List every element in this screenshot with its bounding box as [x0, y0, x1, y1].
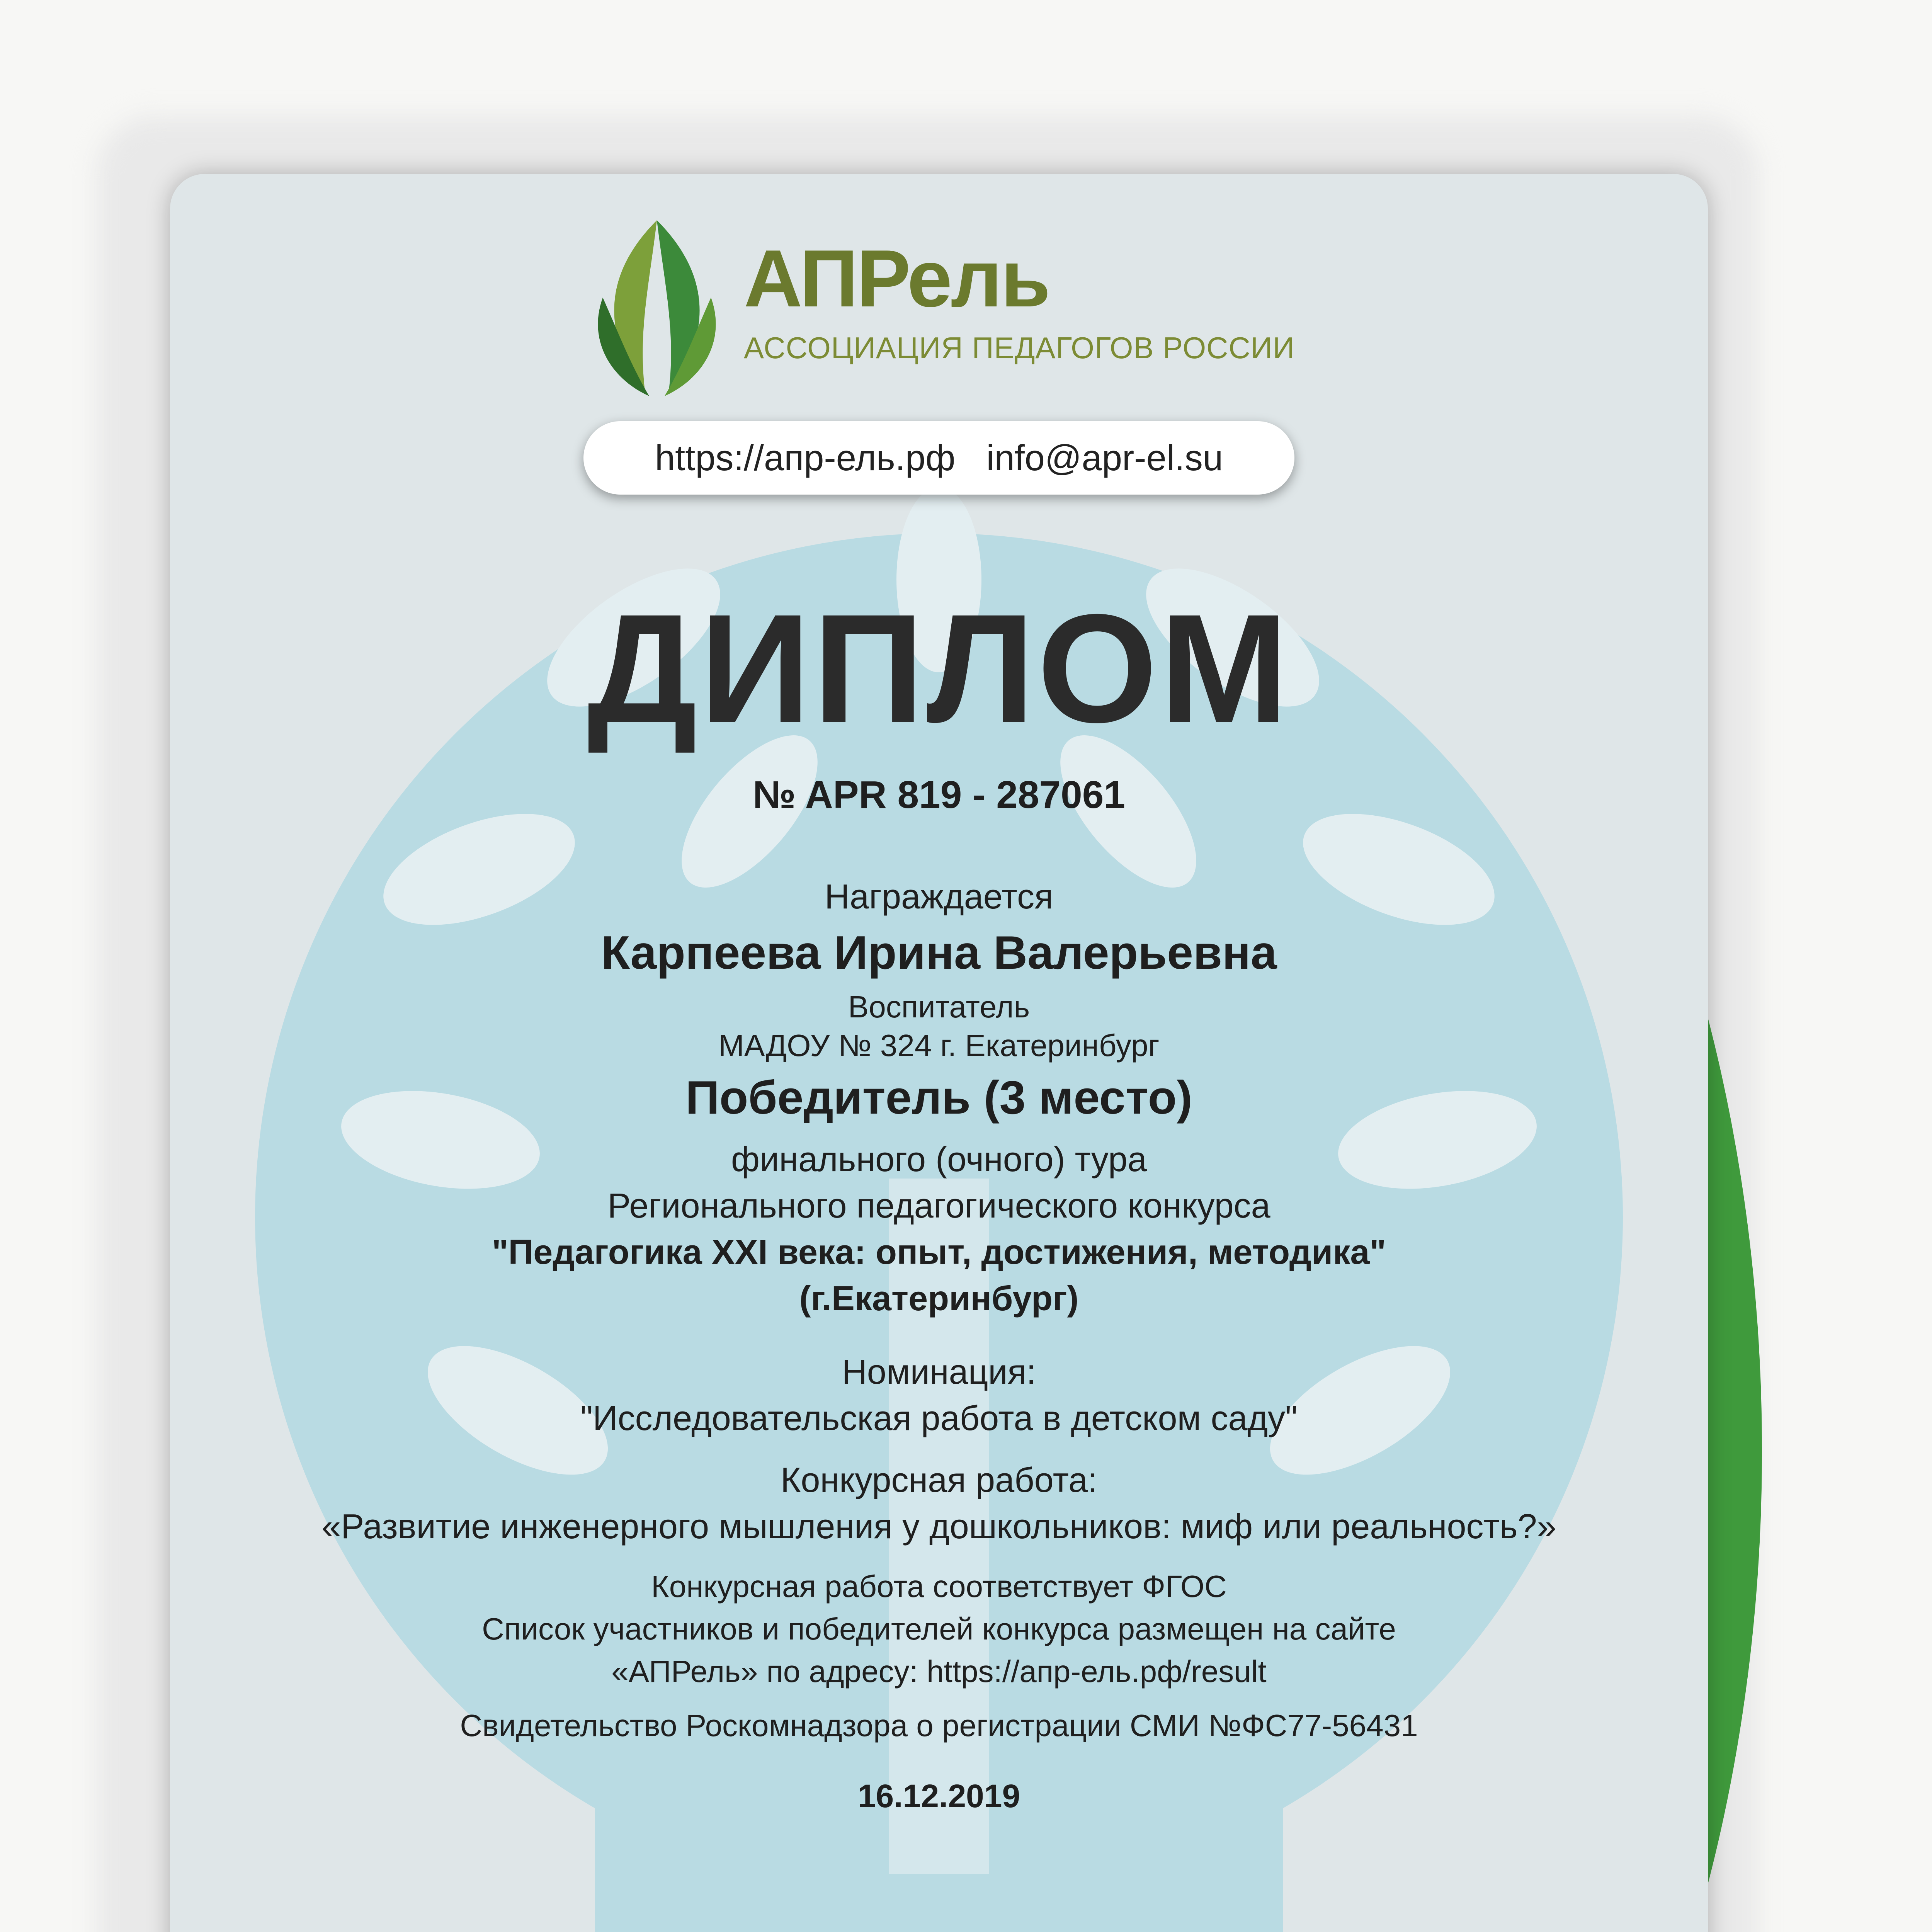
- fgos-note: Конкурсная работа соответствует ФГОС: [651, 1569, 1227, 1604]
- logo-subtitle: АССОЦИАЦИЯ ПЕДАГОГОВ РОССИИ: [744, 331, 1295, 365]
- recipient-name: Карпеева Ирина Валерьевна: [601, 926, 1277, 979]
- logo-title: АПРель: [744, 233, 1049, 324]
- nomination: "Исследовательская работа в детском саду": [580, 1399, 1298, 1438]
- contest-stage: финального (очного) тура: [731, 1140, 1147, 1179]
- place-award: Победитель (3 место): [685, 1071, 1192, 1124]
- contest-type: Регионального педагогического конкурса: [607, 1187, 1270, 1225]
- contact-pill: [583, 421, 1294, 495]
- diploma-number: № APR 819 - 287061: [753, 773, 1125, 816]
- diploma-title: ДИПЛОМ: [587, 582, 1291, 755]
- awarded-label: Награждается: [825, 878, 1053, 916]
- participants-list-line2: «АПРель» по адресу: https://апр-ель.рф/result: [611, 1654, 1267, 1689]
- participants-list-line1: Список участников и победителей конкурса размещен на сайте: [482, 1612, 1396, 1646]
- site-link[interactable]: https://апр-ель.рф: [655, 437, 956, 478]
- work-label: Конкурсная работа:: [780, 1461, 1098, 1500]
- contest-name: "Педагогика XXI века: опыт, достижения, методика": [492, 1233, 1386, 1272]
- issue-date: 16.12.2019: [857, 1778, 1020, 1814]
- recipient-organization: МАДОУ № 324 г. Екатеринбург: [718, 1028, 1160, 1063]
- nomination-label: Номинация:: [842, 1353, 1036, 1391]
- registration-note: Свидетельство Роскомнадзора о регистрации СМИ №ФС77-56431: [460, 1708, 1418, 1743]
- contest-city: (г.Екатеринбург): [799, 1279, 1079, 1318]
- logo-leaf-icon: [587, 216, 726, 398]
- recipient-position: Воспитатель: [848, 990, 1030, 1024]
- work-title: «Развитие инженерного мышления у дошкольников: миф или реальность?»: [321, 1507, 1556, 1546]
- email-link[interactable]: info@apr-el.su: [986, 437, 1223, 478]
